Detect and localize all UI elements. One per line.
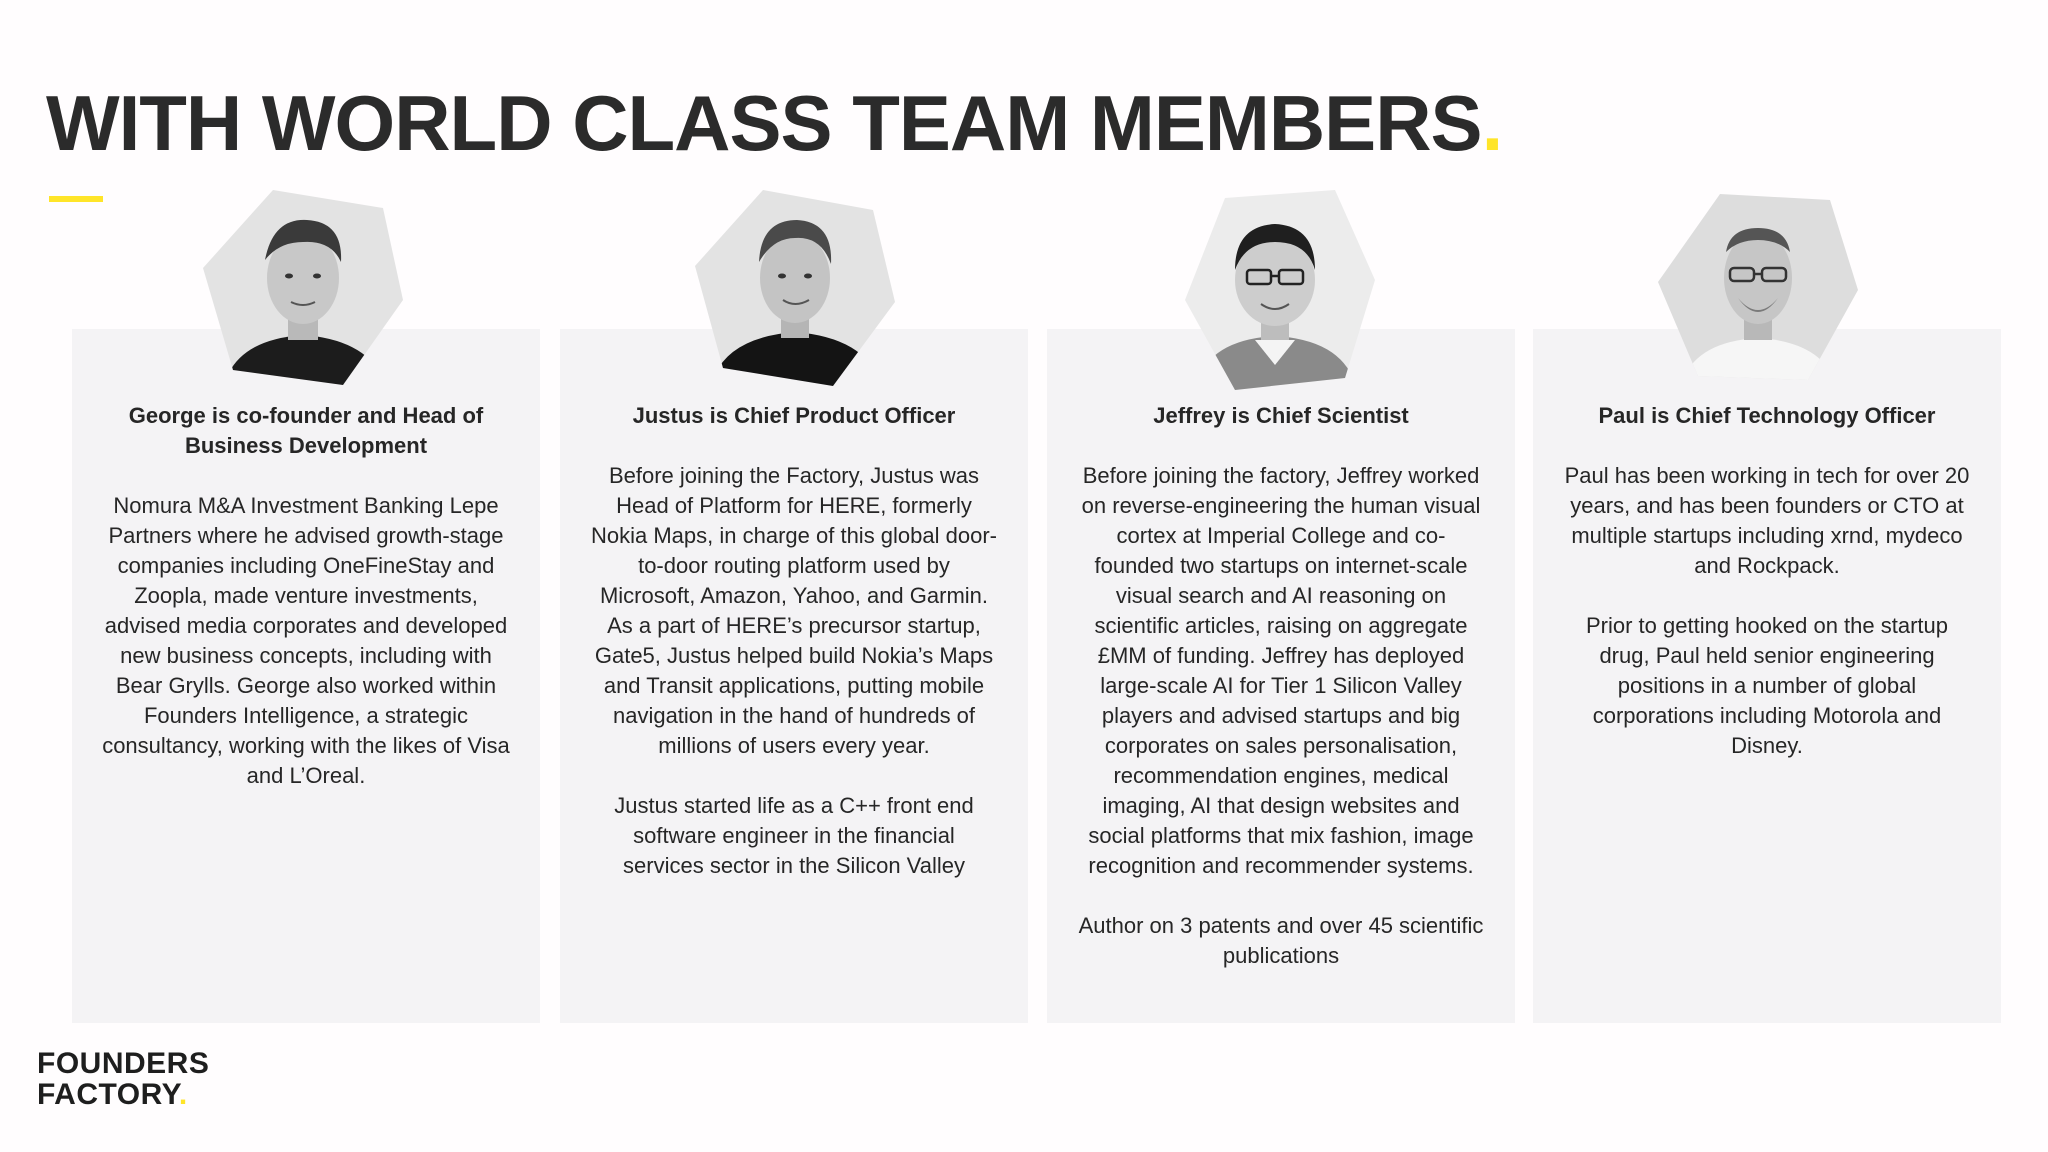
portrait-jeffrey <box>1175 190 1375 390</box>
team-card-bio: Paul has been working in tech for over 20 years, and has been founders or CTO at multiple startups including xrnd, mydeco and Rockpack. <box>1564 463 1970 578</box>
team-card-bio: Nomura M&A Investment Banking Lepe Partners where he advised growth-stage companies including OneFineStay and Zoopla, made venture investments, advised media corporates and developed new business concepts, including with Bear Grylls. George also worked within Founders Intelligence, a strategic consultancy, working with the likes of Visa and L’Oreal. <box>102 493 510 788</box>
team-card-heading: Jeffrey is Chief Scientist <box>1153 403 1409 428</box>
logo-dot: . <box>178 1078 188 1111</box>
team-card-bio: Before joining the Factory, Justus was Head of Platform for HERE, formerly Nokia Maps, in charge of this global door-to-door routing platform used by Microsoft, Amazon, Yahoo, and Garmin. As a part of HERE’s precursor startup, Gate5, Justus helped build Nokia’s Maps and Transit applications, putting mobile navigation in the hand of hundreds of millions of users every year. <box>591 463 997 758</box>
slide-title <box>46 78 1502 169</box>
team-card-heading: George is co-founder and Head of Business Development <box>128 403 484 458</box>
portrait-george <box>203 190 403 390</box>
team-card-heading: Paul is Chief Technology Officer <box>1598 403 1936 428</box>
portrait-justus <box>695 190 895 390</box>
team-card-heading: Justus is Chief Product Officer <box>632 403 956 428</box>
team-card-bio-extra: Justus started life as a C++ front end software engineer in the financial services sector in the Silicon Valley <box>614 793 974 878</box>
logo-line-2-text: FACTORY <box>37 1078 179 1111</box>
team-card-justus <box>560 329 1028 1023</box>
slide-title-text: WITH WORLD CLASS TEAM MEMBERS <box>46 79 1482 167</box>
team-card-george <box>72 329 540 1023</box>
founders-factory-logo <box>37 1048 209 1110</box>
team-card-body <box>1563 401 1971 791</box>
slide-title-dot: . <box>1481 79 1503 167</box>
team-card-bio-extra: Author on 3 patents and over 45 scientific publications <box>1078 913 1484 968</box>
team-card-body <box>102 401 510 821</box>
title-accent-bar <box>49 196 103 202</box>
team-card-body <box>1077 401 1485 1001</box>
logo-line-2 <box>37 1079 209 1110</box>
team-card-paul <box>1533 329 2001 1023</box>
team-card-bio: Before joining the factory, Jeffrey worked on reverse-engineering the human visual cortex at Imperial College and co-founded two startups on internet-scale visual search and AI reasoning on scientific articles, raising on aggregate £MM of funding. Jeffrey has deployed large-scale AI for Tier 1 Silicon Valley players and advised startups and big corporates on sales personalisation, recommendation engines, medical imaging, AI that design websites and social platforms that mix fashion, image recognition and recommender systems. <box>1081 463 1481 878</box>
team-card-body <box>590 401 998 911</box>
team-card-bio-extra: Prior to getting hooked on the startup drug, Paul held senior engineering positions in a number of global corporations including Motorola and Disney. <box>1585 613 1948 758</box>
logo-line-1: FOUNDERS <box>37 1047 210 1080</box>
team-card-jeffrey <box>1047 329 1515 1023</box>
portrait-paul <box>1658 190 1858 390</box>
